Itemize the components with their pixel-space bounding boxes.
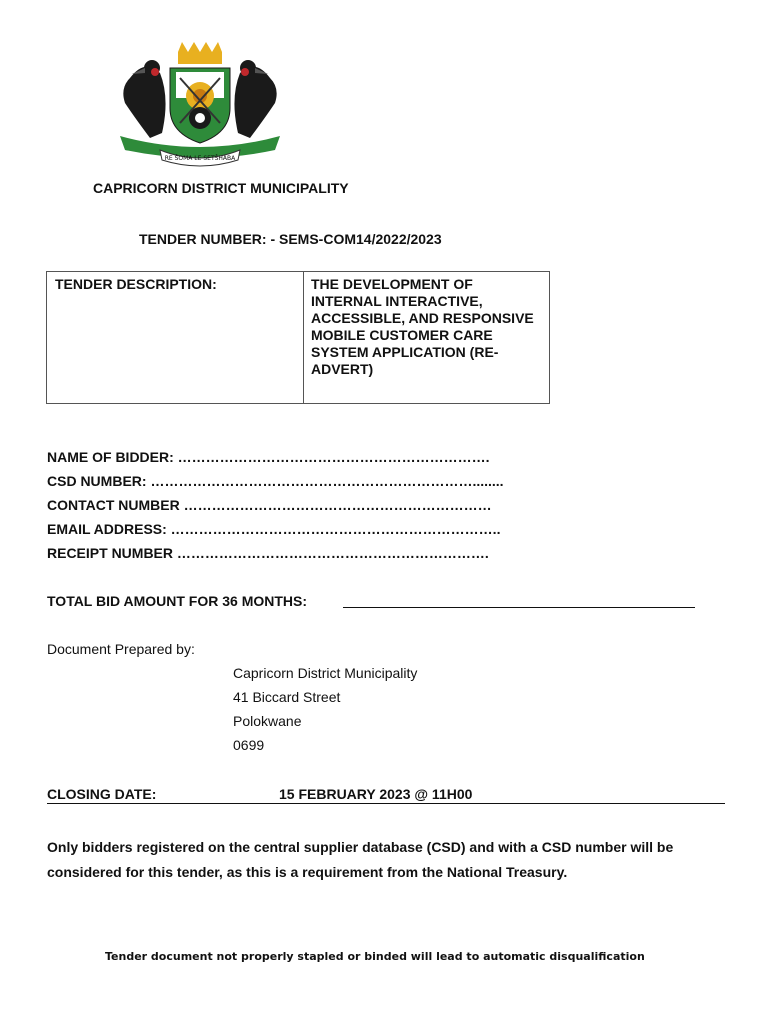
- csd-notice: Only bidders registered on the central supplier database (CSD) and with a CSD number will be considered for this tender, as this is a requirement from the National Treasury.: [47, 839, 674, 880]
- prepared-by-line2: 41 Biccard Street: [233, 689, 341, 705]
- prepared-by-label: Document Prepared by:: [47, 641, 195, 657]
- contact-number-field[interactable]: CONTACT NUMBER …………………………………………………………: [47, 497, 492, 513]
- closing-date-line: [47, 803, 725, 804]
- name-of-bidder-field[interactable]: NAME OF BIDDER: ………………………………………………………….: [47, 449, 490, 465]
- coat-of-arms-logo: [90, 38, 310, 170]
- tender-description-value: THE DEVELOPMENT OF INTERNAL INTERACTIVE, ACCESSIBLE, AND RESPONSIVE MOBILE CUSTOMER CARE SYSTEM APPLICATION (RE-ADVERT): [311, 276, 534, 377]
- closing-date-label: CLOSING DATE:: [47, 786, 157, 802]
- email-address-field[interactable]: EMAIL ADDRESS: ……………………………………………………………..: [47, 521, 501, 537]
- prepared-by-line4: 0699: [233, 737, 265, 753]
- receipt-number-field[interactable]: RECEIPT NUMBER ………………………………………………………….: [47, 545, 489, 561]
- closing-date-value: 15 FEBRUARY 2023 @ 11H00: [279, 786, 473, 802]
- disqualification-note: Tender document not properly stapled or binded will lead to automatic disqualification: [105, 950, 645, 963]
- tender-description-label: TENDER DESCRIPTION:: [55, 276, 217, 292]
- tender-number: TENDER NUMBER: - SEMS-COM14/2022/2023: [139, 231, 442, 247]
- coat-of-arms-icon: [90, 38, 310, 170]
- total-bid-line[interactable]: [343, 607, 695, 608]
- prepared-by-line3: Polokwane: [233, 713, 302, 729]
- municipality-title: CAPRICORN DISTRICT MUNICIPALITY: [93, 180, 349, 196]
- total-bid-label: TOTAL BID AMOUNT FOR 36 MONTHS:: [47, 593, 308, 609]
- csd-number-field[interactable]: CSD NUMBER: ……………………………………………………………........: [47, 473, 504, 489]
- tender-description-table: [46, 271, 550, 404]
- prepared-by-line1: Capricorn District Municipality: [233, 665, 418, 681]
- motto-text: RE ŠOMA LE SETŠHABA: [164, 155, 236, 162]
- table-divider: [303, 272, 304, 403]
